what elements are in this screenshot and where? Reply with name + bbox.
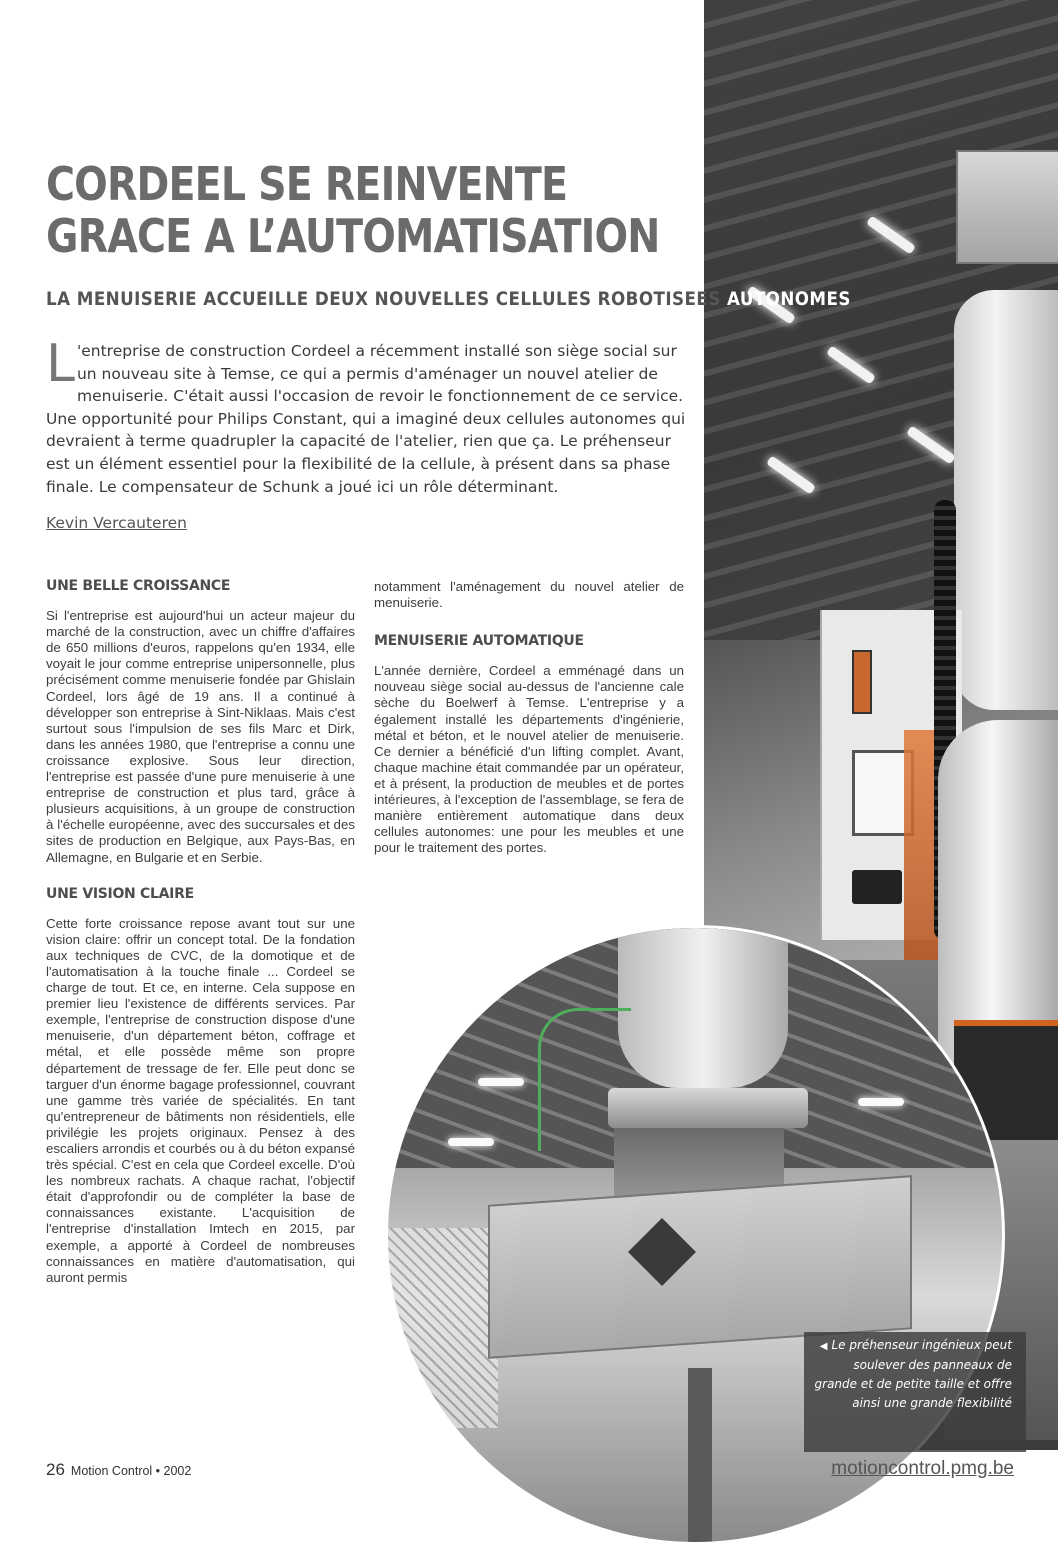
column-2-continuation: notamment l'aménagement du nouvel atelier de menuiserie.	[374, 579, 684, 611]
subtitle-text-end: AUTONOMES	[726, 288, 851, 310]
section-text-vision: Cette forte croissance repose avant tout sur une vision claire: offrir un concept total. De la fondation aux techniques de CVC, de la domotique et de l'automatisation à la touche finale ... Cordeel se charge de tout. Et ce, en interne. Cela suppose en premier lieu l'existence de différents services. Par exemple, l'entreprise de construction dispose d'une menuiserie, d'un département béton, coffrage et métal, et elle possède même son propre département de tressage de fer. Elle peut donc se targuer d'un énorme bagage professionnel, couvrant une gamme très variée de spécialités. En tant qu'entrepreneur de bâtiments non résidentiels, elle privilégie les projets originaux. Pensez à des escaliers arrondis et courbés ou à du béton expansé très spécial. C'est en cela que Cordeel excelle. D'où les nombreux rachats. A chaque rachat, l'objectif était d'approfondir ou de compléter la base de connaissances existante. L'acquisition de l'entreprise d'installation Imtech en 2015, par exemple, a apporté à Cordeel de nombreuses connaissances en matière d'automatisation, qui auront permis	[46, 915, 355, 1285]
article-column-2	[374, 579, 684, 876]
article-subtitle	[46, 287, 851, 311]
website-link[interactable]: motioncontrol.pmg.be	[831, 1458, 1014, 1479]
section-text-menuiserie: L'année dernière, Cordeel a emménagé dans un nouveau siège social au-dessus de l'ancienne cale sèche du Boelwerf à Temse. L'entreprise y a également installé les départements d'ingénierie, métal et béton, et le nouvel atelier de menuiserie. Ce dernier a bénéficié d'un lifting complet. Avant, chaque machine était commandée par un opérateur, et à présent, la production de meubles et de portes intérieures, à l'exception de l'assemblage, se fera de manière entièrement automatique dans deux cellules autonomes: une pour les meubles et une pour le traitement des portes.	[374, 663, 684, 856]
lead-text: 'entreprise de construction Cordeel a récemment installé son siège social sur un nouveau site à Temse, ce qui a permis d'aménager un nouvel atelier de menuiserie. C'était aussi l'occasion de revoir le fonctionnement de ce service. Une opportunité pour Philips Constant, qui a imaginé deux cellules autonomes qui devraient à terme quadrupler la capacité de l'atelier, rien que ça. Le préhenseur est un élément essentiel pour la flexibilité de la cellule, à présent dans sa phase finale. Le compensateur de Schunk a joué ici un rôle déterminant.	[46, 342, 686, 496]
article-column-1	[46, 578, 355, 1306]
section-text-croissance: Si l'entreprise est aujourd'hui un acteur majeur du marché de la construction, avec un chiffre d'affaires de 650 millions d'euros, rappelons qu'en 1934, elle voyait le jour comme entreprise unipersonnelle, plus précisément comme menuiserie fondée par Ghislain Cordeel, lors âgé de 19 ans. Il a continué à développer son entreprise à Sint-Niklaas. Mais c'est surtout sous l'impulsion de ses fils Marc et Dirk, dans les années 1980, que l'entreprise a connu une croissance explosive. Sous leur direction, l'entreprise est passée d'une pure menuiserie à une entreprise de construction et plus tard, grâce à plusieurs acquisitions, à un groupe de construction à l'échelle européenne, avec des succursales et des sites de production en Belgique, aux Pays-Bas, en Allemagne, en Bulgarie et en Serbie.	[46, 608, 355, 865]
author-link[interactable]: Kevin Vercauteren	[46, 514, 187, 532]
page-number: 26	[46, 1460, 65, 1479]
publication-name: Motion Control • 2002	[70, 1464, 192, 1478]
photo-caption	[804, 1332, 1026, 1452]
article-title	[46, 158, 665, 262]
caption-arrow-icon: ◀	[819, 1341, 828, 1352]
title-line-1: CORDEEL SE REINVENTE	[46, 157, 568, 211]
subtitle-text: LA MENUISERIE ACCUEILLE DEUX NOUVELLES CELLULES ROBOTISEES	[46, 288, 727, 310]
section-heading-croissance: UNE BELLE CROISSANCE	[46, 578, 231, 594]
page-footer-left	[46, 1460, 191, 1480]
section-heading-menuiserie: MENUISERIE AUTOMATIQUE	[374, 633, 584, 650]
dropcap: L	[46, 334, 75, 394]
caption-text: Le préhenseur ingénieux peut soulever des panneaux de grande et de petite taille et offre ainsi une grande flexibilité	[814, 1338, 1012, 1410]
lead-paragraph	[46, 334, 686, 498]
section-heading-vision: UNE VISION CLAIRE	[46, 885, 194, 902]
gripper-closeup-photo	[385, 925, 1005, 1545]
title-line-2: GRACE A L’AUTOMATISATION	[46, 209, 660, 263]
